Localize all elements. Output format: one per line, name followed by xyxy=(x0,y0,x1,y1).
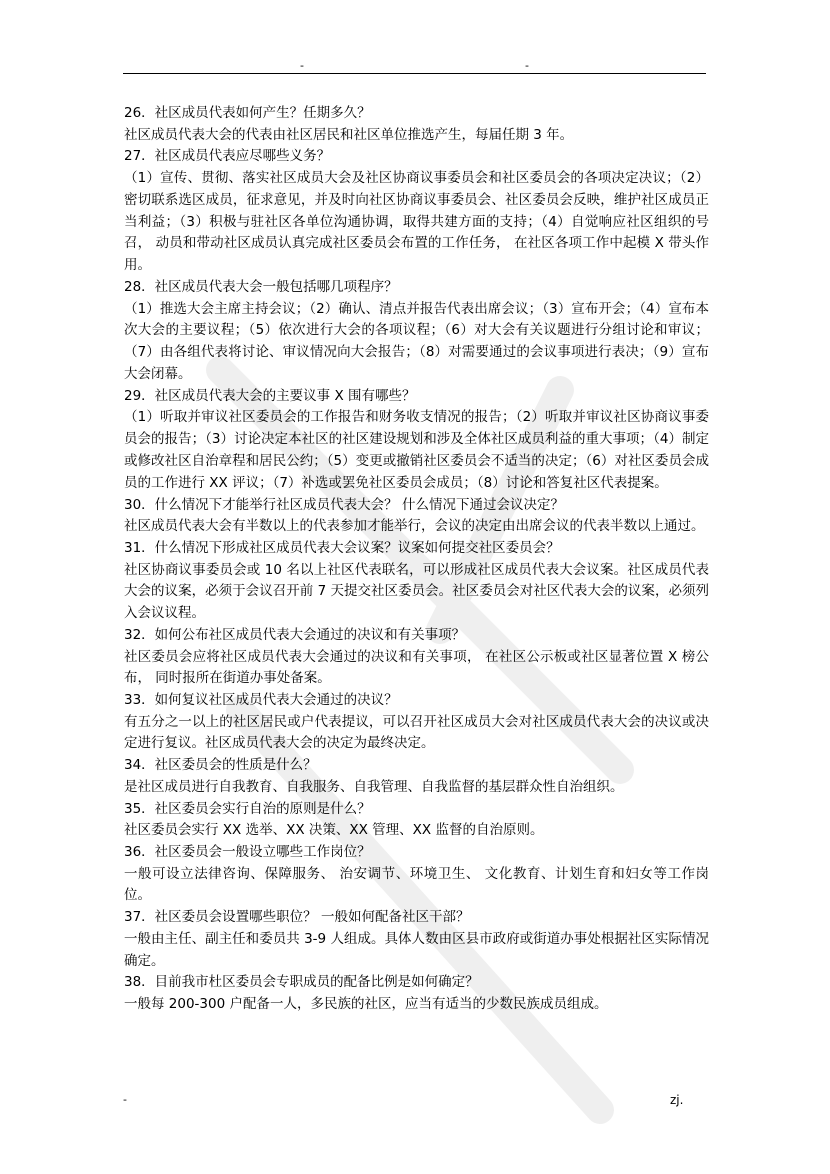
qa-item-27 xyxy=(124,146,709,277)
qa-item-26 xyxy=(124,103,709,146)
answer-text: 社区委员会实行 XX 选举、XX 决策、XX 管理、XX 监督的自治原则。 xyxy=(124,822,544,839)
qa-item-37 xyxy=(124,907,709,972)
question-heading: 28．社区成员代表大会一般包括哪几项程序？ xyxy=(124,278,398,295)
question-heading: 38．目前我市杜区委员会专职成员的配备比例是如何确定？ xyxy=(124,974,479,991)
answer-text: 社区成员代表大会有半数以上的代表参加才能举行，会议的决定由出席会议的代表半数以上通过。 xyxy=(124,518,705,535)
answer-text: 一般由主任、副主任和委员共 3-9 人组成。具体人数由区县市政府或街道办事处根据社区实际情况确定。 xyxy=(124,930,709,969)
answer-text: 社区成员代表大会的代表由社区居民和社区单位推选产生，每届任期 3 年。 xyxy=(124,126,574,143)
answer-text: 一般每 200-300 户配备一人，多民族的社区，应当有适当的少数民族成员组成。 xyxy=(124,996,608,1013)
document-body xyxy=(124,103,709,1016)
qa-item-35 xyxy=(124,799,709,842)
qa-item-36 xyxy=(124,842,709,907)
answer-text: （1）推选大会主席主持会议；（2）确认、清点并报告代表出席会议；（3）宣布开会；（4）宣布本次大会的主要议程；（5）依次进行大会的各项议程；（6）对大会有关议题进行分组讨论和审议；（7）由各组代表将讨论、审议情况向大会报告；（8）对需要通过的会议事项进行表决；（9）宣布大会闭幕。 xyxy=(124,300,709,382)
question-heading: 35．社区委员会实行自治的原则是什么？ xyxy=(124,800,371,817)
question-heading: 32．如何公布社区成员代表大会通过的决议和有关事项？ xyxy=(124,626,466,643)
answer-text: 社区协商议事委员会或 10 名以上社区代表联名，可以形成社区成员代表大会议案。社区成员代表大会的议案，必须于会议召开前 7 天提交社区委员会。社区委员会对社区代表大会的议案，必须列入会议议程。 xyxy=(124,561,709,622)
question-heading: 34．社区委员会的性质是什么？ xyxy=(124,757,317,774)
qa-item-32 xyxy=(124,625,709,690)
question-heading: 26．社区成员代表如何产生？任期多久？ xyxy=(124,105,371,121)
qa-item-30 xyxy=(124,495,709,538)
footer-mark-right: zj. xyxy=(670,1093,684,1107)
qa-item-34 xyxy=(124,755,709,798)
qa-item-33 xyxy=(124,690,709,755)
answer-text: 是社区成员进行自我教育、自我服务、自我管理、自我监督的基层群众性自治组织。 xyxy=(124,778,624,795)
header-mark-right: - xyxy=(525,59,529,72)
answer-text: 有五分之一以上的社区居民或户代表提议，可以召开社区成员大会对社区成员代表大会的决议或决定进行复议。社区成员代表大会的决定为最终决定。 xyxy=(124,713,709,752)
question-heading: 36．社区委员会一般设立哪些工作岗位？ xyxy=(124,844,371,861)
qa-item-28 xyxy=(124,277,709,386)
question-heading: 33．如何复议社区成员代表大会通过的决议？ xyxy=(124,692,398,709)
header-divider xyxy=(123,73,706,74)
question-heading: 37．社区委员会设置哪些职位？ 一般如何配备社区干部？ xyxy=(124,909,470,926)
answer-text: （1）宣传、贯彻、落实社区成员大会及社区协商议事委员会和社区委员会的各项决定决议；（2）密切联系选区成员，征求意见，并及时向社区协商议事委员会、社区委员会反映，维护社区成员正当利益；（3）积极与驻社区各单位沟通协调，取得共建方面的支持；（4）自觉响应社区组织的号召， 动员和带动社区成员认真完成社区委员会布置的工作任务， 在社区各项工作中起模 X 带头作用。 xyxy=(124,169,709,274)
qa-item-29 xyxy=(124,386,709,495)
question-heading: 31．什么情况下形成社区成员代表大会议案？议案如何提交社区委员会？ xyxy=(124,539,560,556)
answer-text: 社区委员会应将社区成员代表大会通过的决议和有关事项， 在社区公示板或社区显著位置 X 榜公布， 同时报所在街道办事处备案。 xyxy=(124,648,709,687)
answer-text: 一般可设立法律咨询、保障服务、 治安调节、环境卫生、 文化教育、计划生育和妇女等工作岗位。 xyxy=(124,865,709,904)
question-heading: 29．社区成员代表大会的主要议事 X 围有哪些？ xyxy=(124,387,416,404)
question-heading: 27．社区成员代表应尽哪些义务？ xyxy=(124,148,331,165)
footer-mark-left: - xyxy=(123,1093,127,1106)
question-heading: 30．什么情况下才能举行社区成员代表大会？ 什么情况下通过会议决定？ xyxy=(124,496,564,513)
qa-item-38 xyxy=(124,972,709,1015)
header-mark-left: - xyxy=(300,59,304,72)
answer-text: （1）听取并审议社区委员会的工作报告和财务收支情况的报告；（2）听取并审议社区协商议事委员会的报告；（3）讨论决定本社区的社区建设规划和涉及全体社区成员利益的重大事项；（4）制定或修改社区自治章程和居民公约；（5）变更或撤销社区委员会不适当的决定；（6）对社区委员会成员的工作进行 XX 评议；（7）补选或罢免社区委员会成员；（8）讨论和答复社区代表提案。 xyxy=(124,409,709,491)
qa-item-31 xyxy=(124,538,709,625)
